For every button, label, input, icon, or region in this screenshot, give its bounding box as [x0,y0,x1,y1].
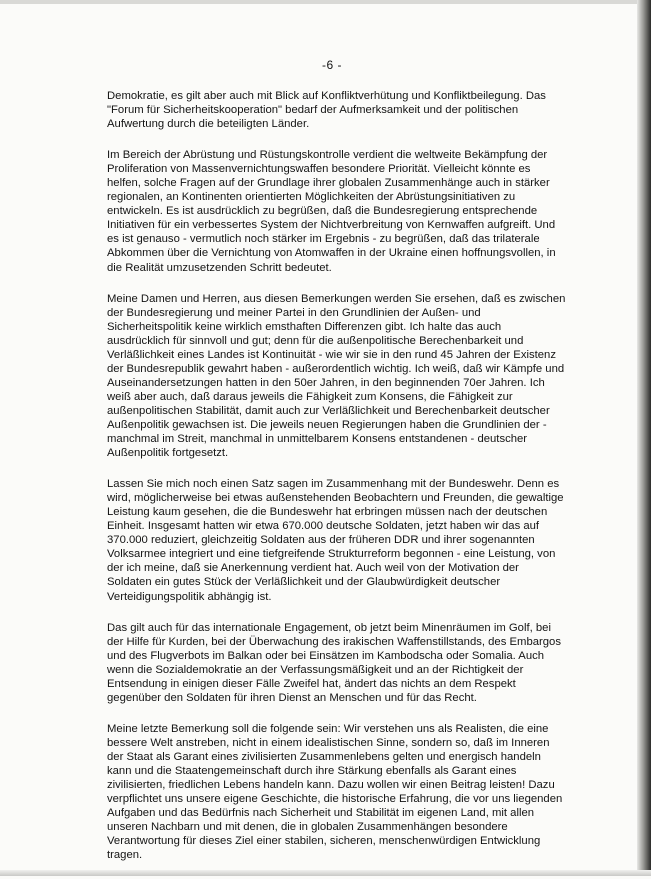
paragraph: Meine letzte Bemerkung soll die folgende sein: Wir verstehen uns als Realisten, die eine bessere Welt anstreben, nicht in einem idealistischen Sinne, sondern so, daß im Inneren der Staat als Garant eines zivilisierten Zusammenlebens gelten und energisch handeln kann und die Staatengemeinschaft durch ihre Stärkung ebenfalls als Garant eines zivilisierten, friedlichen Lebens handeln kann. Dazu wollen wir einen Beitrag leisten! Dazu verpflichtet uns unsere eigene Geschichte, die historische Erfahrung, die vor uns liegenden Aufgaben und das Bedürfnis nach Sicherheit und Stabilität im eigenen Land, mit allen unseren Nachbarn und mit denen, die in globalen Zusammenhängen besondere Verantwortung für dieses Ziel einer stabilen, sicheren, menschenwürdigen Entwicklung tragen. [107,722,563,862]
paragraph: Demokratie, es gilt aber auch mit Blick auf Konfliktverhütung und Konfliktbeilegung. Das "Forum für Sicherheitskooperation" bedarf der Aufmerksamkeit und der politischen Aufwertung durch die beteiligten Länder. [107,90,546,131]
page-number: -6 - [322,58,342,72]
paragraph: Lassen Sie mich noch einen Satz sagen im Zusammenhang mit der Bundeswehr. Denn es wird, möglicherweise bei etwas außenstehenden Beobachtern und Freunden, die gewaltige Leistung kaum gesehen, die die Bundeswehr hat erbringen müssen nach der deutschen Einheit. Insgesamt hatten wir etwa 670.000 deutsche Soldaten, jetzt haben wir das auf 370.000 reduziert, gleichzeitig Soldaten aus der früheren DDR und ihrer sogenannten Volksarmee integriert und eine tiefgreifende Strukturreform begonnen - eine Leistung, von der ich meine, daß sie Anerkennung verdient hat. Auch weil von der Motivation der Soldaten ein gutes Stück der Verläßlichkeit und der Glaubwürdigkeit deutscher Verteidigungspolitik abhängig ist. [107,478,564,603]
scan-top-edge [0,0,651,4]
document-body [107,89,607,879]
paragraph: Das gilt auch für das internationale Engagement, ob jetzt beim Minenräumen im Golf, bei der Hilfe für Kurden, bei der Überwachung des irakischen Waffenstillstands, des Embargos und des Flugverbots im Balkan oder bei Einsätzen im Kambodscha oder Somalia. Auch wenn die Sozialdemokratie an der Verfassungsmäßigkeit und an der Richtigkeit der Entsendung in einigen dieser Fälle Zweifel hat, ändert das nichts an dem Respekt gegenüber den Soldaten für ihren Dienst an Menschen und für das Recht. [107,621,561,704]
paragraph: Im Bereich der Abrüstung und Rüstungskontrolle verdient die weltweite Bekämpfung der Proliferation von Massenvernichtungswaffen besondere Priorität. Vielleicht könnte es helfen, solche Fragen auf der Grundlage ihrer globalen Zusammenhänge auch in stärker regionalen, an Kontinenten orientierten Möglichkeiten der Abrüstungsinitiativen zu entwickeln. Es ist ausdrücklich zu begrüßen, daß die Bundesregierung entsprechende Initiativen für ein verbessertes System der Nichtverbreitung von Kernwaffen aufgreift. Und es ist genauso - vermutlich noch stärker im Ergebnis - zu begrüßen, daß das trilaterale Abkommen über die Vernichtung von Atomwaffen in der Ukraine einen hoffnungsvollen, in die Realität umzusetzenden Schritt bedeutet. [107,149,556,274]
paragraph: Meine Damen und Herren, aus diesen Bemerkungen werden Sie ersehen, daß es zwischen der Bundesregierung und meiner Partei in den Grundlinien der Außen- und Sicherheitspolitik keine wirklich emsthaften Differenzen gibt. Ich halte das auch ausdrücklich für sinnvoll und gut; denn für die außenpolitische Berechenbarkeit und Verläßlichkeit eines Landes ist Kontinuität - wie wir sie in den rund 45 Jahren der Existenz der Bundesrepublik gewahrt haben - außerordentlich wichtig. Ich weiß, daß wir Kämpfe und Auseinandersetzungen hatten in den 50er Jahren, in den beginnenden 70er Jahren. Ich weiß aber auch, daß daraus jeweils die Fähigkeit zum Konsens, die Fähigkeit zur außenpolitischen Stabilität, damit auch zur Verläßlichkeit und Berechenbarkeit deutscher Außenpolitik gewachsen ist. Die jeweils neuen Regierungen haben die Grundlinien der - manchmal im Streit, manchmal in unmittelbarem Konsens entstandenen - deutscher Außenpolitik fortgesetzt. [107,292,566,460]
scan-right-edge [637,0,651,876]
